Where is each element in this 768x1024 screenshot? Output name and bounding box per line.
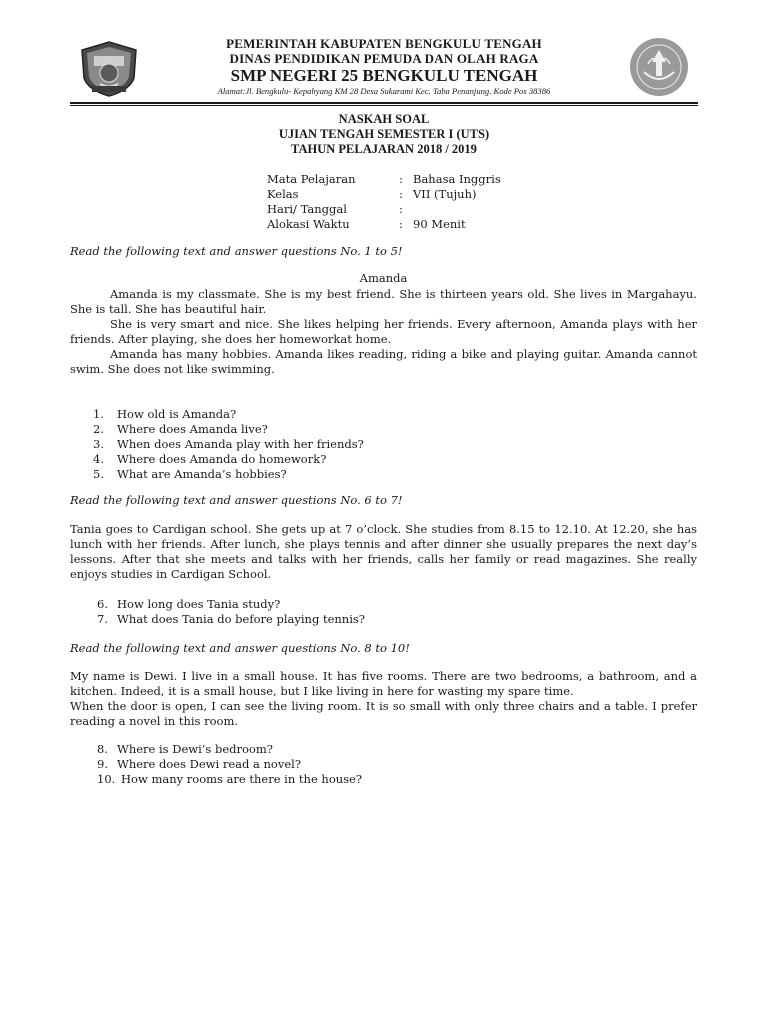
list-item: 10. How many rooms are there in the house? — [97, 772, 363, 786]
question-text: When does Amanda play with her friends? — [117, 437, 364, 451]
amanda-paragraph-2: She is very smart and nice. She likes helping her friends. Every afternoon, Amanda plays with her friends. After playing, she does her homeworkat home. — [70, 317, 697, 346]
department-name: DINAS PENDIDIKAN PEMUDA DAN OLAH RAGA — [229, 51, 539, 66]
dewi-paragraph-2: When the door is open, I can see the living room. It is so small with only three chairs and a table. I prefer reading a novel in this room. — [70, 699, 697, 728]
info-label: Alokasi Waktu — [267, 217, 350, 231]
letterhead-rule — [70, 102, 698, 104]
section3-instruction: Read the following text and answer questions No. 8 to 10! — [70, 641, 410, 655]
exam-title-line3: TAHUN PELAJARAN 2018 / 2019 — [291, 142, 477, 156]
section1-instruction: Read the following text and answer questions No. 1 to 5! — [70, 244, 403, 258]
school-address: Alamat:Jl. Bengkulu- Kepahyang KM 28 Desa Sukarami Kec. Taba Penanjung. Kode Pos 38386 — [217, 86, 551, 96]
text-title-amanda: Amanda — [359, 271, 408, 285]
section1-question-list — [93, 407, 364, 482]
letterhead — [70, 36, 698, 106]
info-value: Bahasa Inggris — [413, 172, 501, 186]
question-text: Where does Amanda live? — [117, 422, 268, 436]
info-label: Mata Pelajaran — [267, 172, 356, 186]
amanda-paragraph-1: Amanda is my classmate. She is my best friend. She is thirteen years old. She lives in Margahayu. She is tall. She has beautiful hair. — [70, 287, 697, 316]
amanda-paragraph-3: Amanda has many hobbies. Amanda likes reading, riding a bike and playing guitar. Amanda cannot swim. She does not like swimming. — [70, 347, 697, 376]
section3-question-list — [97, 742, 362, 787]
info-label: Kelas — [267, 187, 299, 201]
tania-paragraph: Tania goes to Cardigan school. She gets up at 7 o’clock. She studies from 8.15 to 12.10. At 12.20, she has lunch with her friends. After lunch, she plays tennis and after dinner she usually prepares the next day’s lessons. After that she meets and talks with her friends, calls her family or read magazines. She really enjoys studies in Cardigan School. — [70, 522, 697, 581]
question-text: How many rooms are there in the house? — [121, 772, 363, 786]
list-item: 6. How long does Tania study? — [97, 597, 281, 611]
question-text: What are Amanda’s hobbies? — [117, 467, 287, 481]
school-name: SMP NEGERI 25 BENGKULU TENGAH — [230, 66, 538, 85]
list-item: 7. What does Tania do before playing tennis? — [97, 612, 365, 626]
info-row-class: Kelas : VII (Tujuh) — [267, 187, 477, 201]
info-label: Hari/ Tanggal — [267, 202, 347, 216]
question-text: How long does Tania study? — [117, 597, 281, 611]
government-name: PEMERINTAH KABUPATEN BENGKULU TENGAH — [226, 36, 542, 51]
list-item: 3. When does Amanda play with her friends? — [93, 437, 364, 451]
list-item: 5. What are Amanda’s hobbies? — [93, 467, 287, 481]
question-text: Where does Dewi read a novel? — [117, 757, 302, 771]
list-item: 2. Where does Amanda live? — [93, 422, 268, 436]
list-item: 4. Where does Amanda do homework? — [93, 452, 327, 466]
question-text: Where is Dewi’s bedroom? — [117, 742, 273, 756]
exam-title — [70, 112, 698, 157]
dewi-paragraph-1: My name is Dewi. I live in a small house. It has five rooms. There are two bedrooms, a bathroom, and a kitchen. Indeed, it is a small house, but I like living in here for wasting my spare time. — [70, 669, 697, 698]
section2-instruction: Read the following text and answer questions No. 6 to 7! — [70, 493, 403, 507]
regency-emblem-icon — [78, 40, 140, 98]
tut-wuri-handayani-logo-icon — [626, 36, 692, 98]
list-item: 8. Where is Dewi’s bedroom? — [97, 742, 273, 756]
info-row-duration: Alokasi Waktu : 90 Menit — [267, 217, 466, 231]
info-value: VII (Tujuh) — [413, 187, 477, 201]
info-row-subject: Mata Pelajaran : Bahasa Inggris — [267, 172, 501, 186]
question-text: What does Tania do before playing tennis? — [117, 612, 365, 626]
exam-info-table — [267, 172, 501, 232]
section2-question-list — [97, 597, 365, 627]
letterhead-text — [150, 36, 618, 98]
exam-title-line2: UJIAN TENGAH SEMESTER I (UTS) — [278, 127, 490, 141]
letterhead-rule-thin — [70, 105, 698, 106]
list-item: 9. Where does Dewi read a novel? — [97, 757, 302, 771]
info-value: 90 Menit — [413, 217, 466, 231]
question-text: Where does Amanda do homework? — [117, 452, 327, 466]
list-item: 1. How old is Amanda? — [93, 407, 237, 421]
exam-title-line1: NASKAH SOAL — [338, 112, 430, 126]
question-text: How old is Amanda? — [117, 407, 237, 421]
info-row-date: Hari/ Tanggal : — [267, 202, 403, 216]
